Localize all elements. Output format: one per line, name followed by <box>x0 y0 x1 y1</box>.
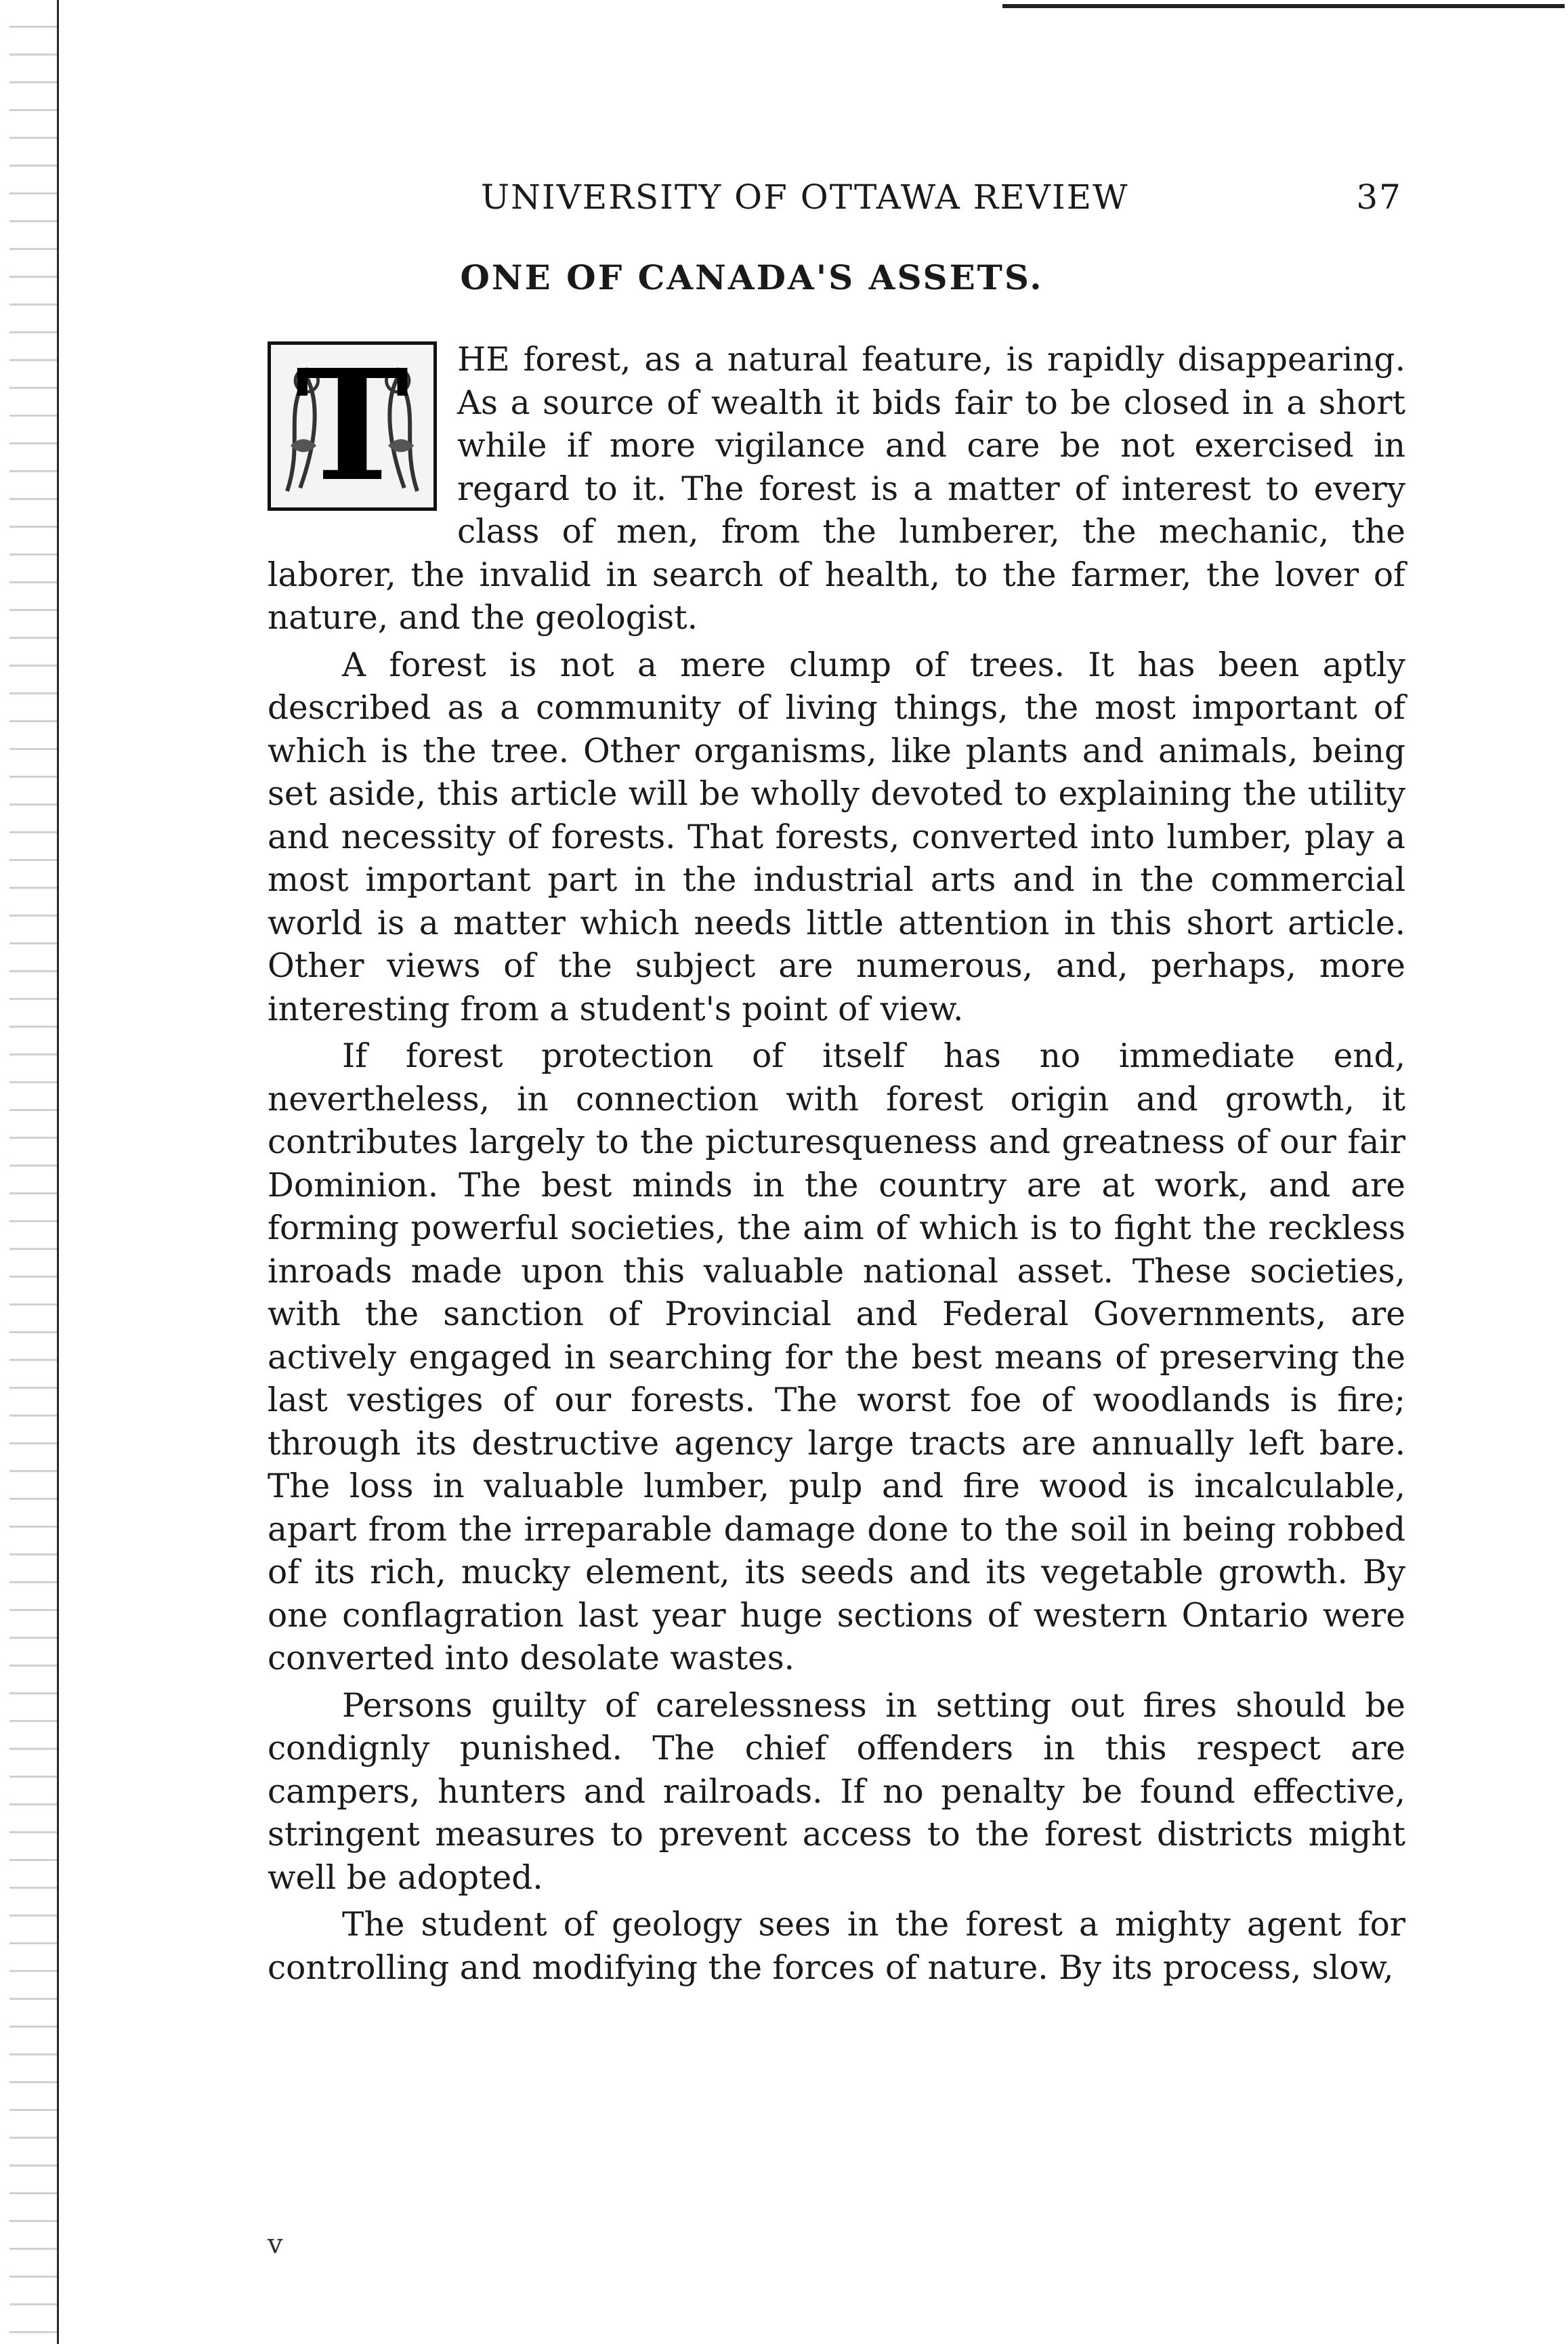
article-body <box>268 336 1405 1994</box>
running-head <box>440 177 1402 225</box>
paragraph: If forest protection of itself has no immediate end, nevertheless, in connection with forest origin and growth, it contributes largely to the picturesqueness and greatness of our fair Dominion. The best minds in the country are at work, and are forming powerful societies, the aim of which is to fight the reckless inroads made upon this valuable national asset. These societies, with the sanction of Provincial and Federal Governments, are actively engaged in searching for the best means of preserving the last vestiges of our forests. The worst foe of woodlands is fire; through its destructive agency large tracts are annually left bare. The loss in valuable lumber, pulp and fire wood is incalculable, apart from the irreparable damage done to the soil in being robbed of its rich, mucky element, its seeds and its vegetable growth. By one conflagration last year huge sections of western Ontario were converted into desolate wastes. <box>268 1037 1405 1677</box>
binding-edge <box>9 0 59 2344</box>
paragraph: Persons guilty of carelessness in setting out fires should be condignly punished. The chief offenders in this respect are campers, hunters and railroads. If no penalty be found effective, stringent measures to prevent access to the forest districts might well be adopted. <box>268 1686 1405 1897</box>
article-title: ONE OF CANADA'S ASSETS. <box>460 257 1044 297</box>
drop-cap-ornament <box>268 336 437 516</box>
drop-cap-letter: T <box>295 336 409 516</box>
page-number: 37 <box>1356 177 1402 217</box>
journal-title: UNIVERSITY OF OTTAWA REVIEW <box>481 177 1129 217</box>
signature-mark: v <box>268 2229 283 2260</box>
paragraph: A forest is not a mere clump of trees. It has been aptly described as a community of living things, the most important of which is the tree. Other organisms, like plants and animals, being set aside, this article will be wholly devoted to explaining the utility and necessity of forests. That forests, converted into lumber, play a most important part in the industrial arts and in the commercial world is a matter which needs little attention in this short article. Other views of the subject are numerous, and, perhaps, more interesting from a student's point of view. <box>268 646 1405 1028</box>
top-rule <box>1002 4 1565 15</box>
paragraph: The student of geology sees in the forest a mighty agent for controlling and modifying the forces of nature. By its process, slow, <box>268 1906 1405 1987</box>
paragraph: T HE forest, as a natural feature, is rapidly disappearing. As a source of wealth it bids fair to be closed in a short while if more vigilance and care be not exercised in regard to it. The forest is a matter of interest to every class of men, from the lumberer, the mechanic, the laborer, the invalid in search of health, to the farmer, the lover of nature, and the geologist. <box>268 336 1405 637</box>
